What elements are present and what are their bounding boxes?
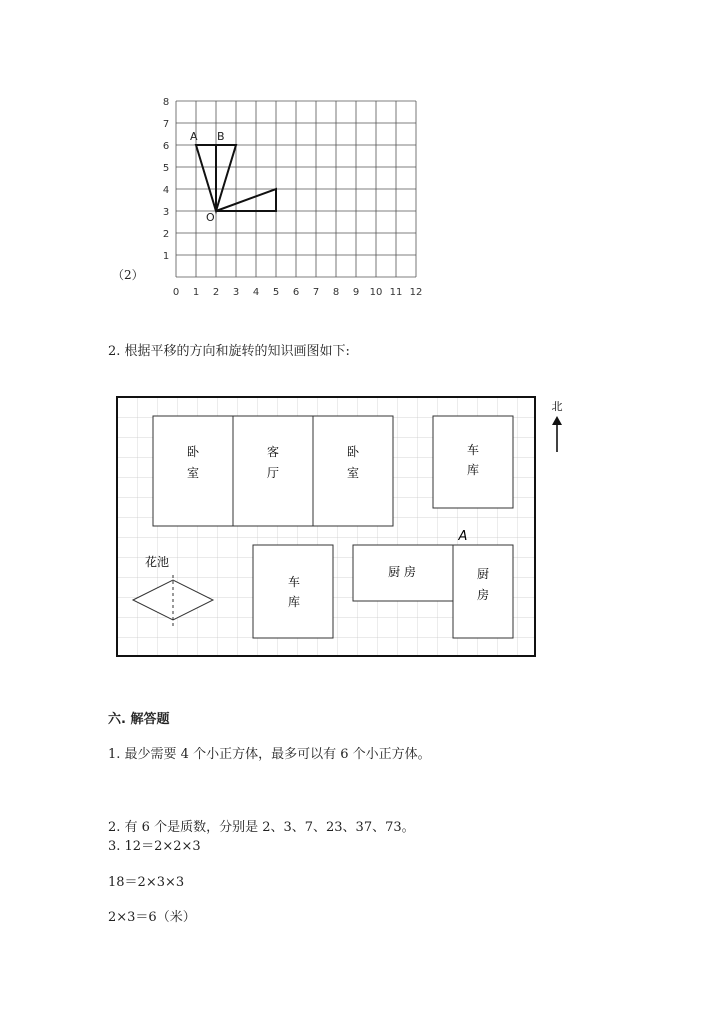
x-tick-label: 1	[192, 287, 200, 298]
x-tick-label: 7	[312, 287, 320, 298]
bedroom2-label-1: 卧	[346, 445, 360, 459]
bedroom1-label-1: 卧	[186, 445, 200, 459]
y-tick-label: 7	[162, 119, 170, 130]
living-label-2: 厅	[266, 466, 280, 480]
point-b-label: B	[217, 130, 225, 143]
answer-3: 3. 12＝2×2×3	[108, 839, 201, 854]
kitchen-tall-label-2: 房	[476, 588, 490, 602]
part-label: （2）	[112, 268, 144, 282]
x-tick-label: 10	[369, 287, 383, 298]
coordinate-grid-svg	[100, 90, 440, 305]
north-arrow-head	[552, 416, 562, 425]
x-tick-label: 4	[252, 287, 260, 298]
answer-1: 1. 最少需要 4 个小正方体，最多可以有 6 个小正方体。	[108, 747, 431, 762]
garage-top-label-2: 库	[466, 463, 480, 477]
room-garage-bottom	[253, 545, 333, 638]
x-tick-label: 2	[212, 287, 220, 298]
flower-bed-label: 花池	[145, 555, 170, 569]
point-a-label: A	[458, 529, 468, 544]
y-tick-label: 1	[162, 251, 170, 262]
y-tick-label: 5	[162, 163, 170, 174]
x-tick-label: 6	[292, 287, 300, 298]
x-tick-label: 3	[232, 287, 240, 298]
section-heading: 六. 解答题	[108, 712, 170, 727]
point-o-label: O	[206, 211, 215, 224]
y-tick-label: 4	[162, 185, 170, 196]
answer-3-line-3: 2×3＝6（米）	[108, 910, 196, 925]
living-label-1: 客	[266, 445, 280, 459]
bedroom1-label-2: 室	[186, 466, 200, 480]
x-tick-label: 5	[272, 287, 280, 298]
x-tick-label: 9	[352, 287, 360, 298]
q2-text: 2. 根据平移的方向和旋转的知识画图如下:	[108, 344, 350, 359]
y-tick-label: 6	[162, 141, 170, 152]
y-tick-label: 3	[162, 207, 170, 218]
point-a-label: A	[190, 130, 198, 143]
north-label: 北	[551, 400, 563, 413]
coordinate-figure	[100, 90, 440, 305]
x-tick-label: 12	[409, 287, 423, 298]
floor-plan-figure	[110, 390, 580, 665]
garage-top-label-1: 车	[466, 443, 480, 457]
y-tick-label: 8	[162, 97, 170, 108]
answer-3-line-2: 18＝2×3×3	[108, 875, 185, 890]
kitchen-tall-label-1: 厨	[476, 567, 490, 581]
x-tick-label: 11	[389, 287, 403, 298]
garage-bottom-label-2: 库	[287, 595, 301, 609]
x-tick-label: 0	[172, 287, 180, 298]
kitchen-wide-label: 厨 房	[388, 565, 416, 579]
floor-plan-svg	[110, 390, 580, 665]
bedroom2-label-2: 室	[346, 466, 360, 480]
x-tick-label: 8	[332, 287, 340, 298]
room-garage-top	[433, 416, 513, 508]
garage-bottom-label-1: 车	[287, 575, 301, 589]
triangle-rotated	[216, 189, 276, 211]
y-tick-label: 2	[162, 229, 170, 240]
answer-2: 2. 有 6 个是质数，分别是 2、3、7、23、37、73。	[108, 820, 415, 835]
